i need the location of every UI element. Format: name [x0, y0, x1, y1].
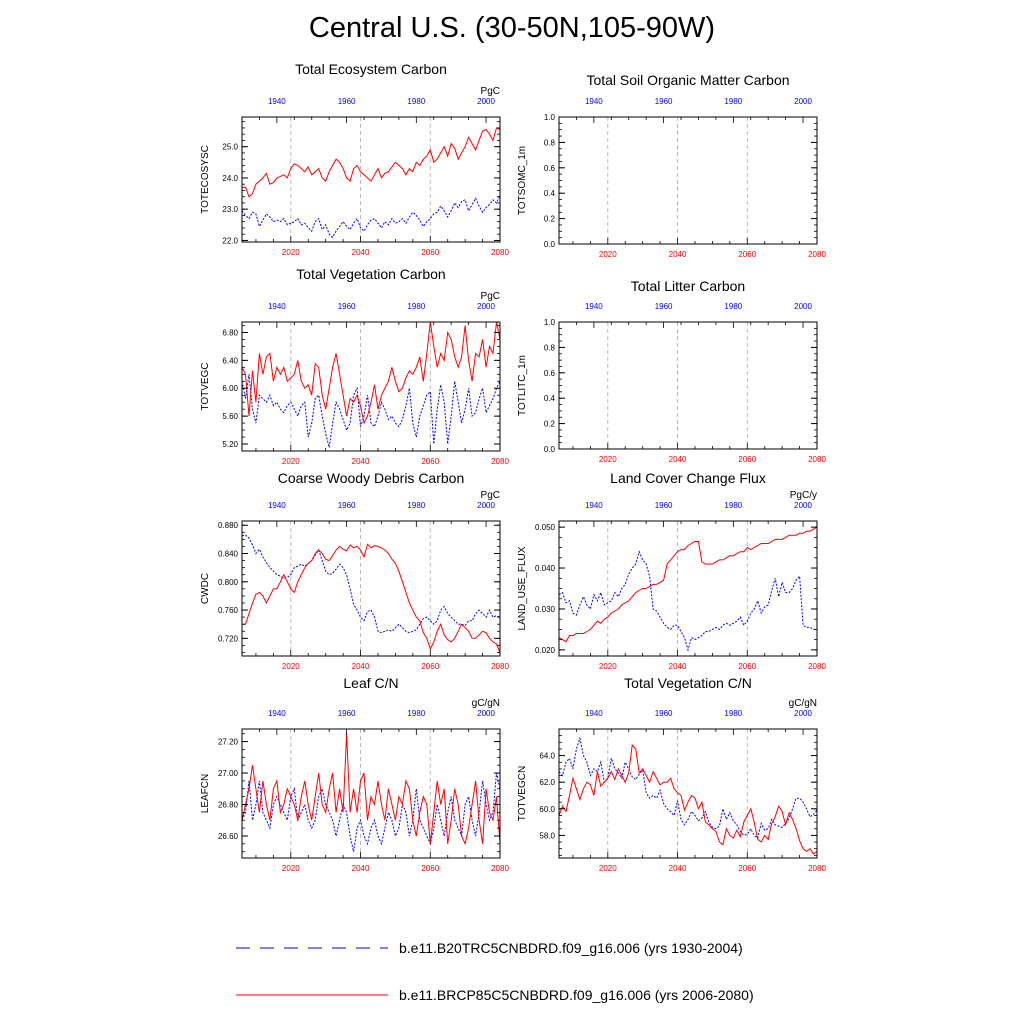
y-tick-label: 0.8: [543, 138, 555, 148]
x-top-tick-label: 1940: [584, 501, 603, 510]
y-tick-label: 23.0: [222, 205, 238, 215]
y-tick-label: 0.030: [534, 604, 555, 614]
x-bottom-tick-label: 2080: [808, 250, 826, 259]
y-tick-label: 5.60: [222, 412, 238, 422]
y-tick-label: 27.20: [217, 737, 238, 747]
y-tick-label: 0.840: [217, 549, 238, 559]
y-tick-label: 0.760: [217, 606, 238, 616]
y-tick-label: 0.800: [217, 577, 238, 587]
y-axis-label: LEAFCN: [200, 773, 211, 814]
x-top-tick-label: 1980: [407, 302, 426, 311]
y-tick-label: 5.20: [222, 440, 238, 450]
y-tick-label: 1.0: [543, 318, 555, 327]
y-tick-label: 0.8: [543, 343, 555, 353]
y-axis-label: TOTVEGCN: [517, 765, 528, 822]
y-tick-label: 60.0: [539, 804, 555, 814]
x-top-tick-label: 1960: [337, 97, 356, 106]
x-bottom-tick-label: 2060: [421, 864, 440, 873]
x-top-tick-label: 2000: [794, 501, 812, 510]
x-bottom-tick-label: 2020: [598, 864, 617, 873]
x-bottom-tick-label: 2080: [491, 864, 509, 873]
x-bottom-tick-label: 2060: [738, 864, 757, 873]
x-bottom-tick-label: 2080: [808, 455, 826, 464]
y-tick-label: 0.880: [217, 521, 238, 531]
x-top-tick-label: 2000: [477, 709, 495, 718]
y-tick-label: 0.4: [543, 394, 555, 404]
y-tick-label: 0.020: [534, 645, 555, 655]
x-bottom-tick-label: 2080: [808, 864, 826, 873]
y-axis-label: TOTLITC_1m: [517, 355, 528, 416]
x-bottom-tick-label: 2060: [421, 662, 440, 671]
x-bottom-tick-label: 2040: [351, 662, 370, 671]
y-tick-label: 58.0: [539, 831, 555, 841]
x-bottom-tick-label: 2080: [491, 662, 509, 671]
chart-units: PgC: [480, 86, 500, 97]
x-bottom-tick-label: 2020: [281, 662, 300, 671]
x-top-tick-label: 2000: [477, 97, 495, 106]
y-tick-label: 0.0: [543, 445, 555, 454]
y-tick-label: 26.80: [217, 800, 238, 810]
x-top-tick-label: 1960: [337, 709, 356, 718]
x-bottom-tick-label: 2020: [598, 662, 617, 671]
y-axis-label: TOTVEGC: [200, 362, 211, 411]
y-tick-label: 0.2: [543, 419, 555, 429]
chart-units: gC/gN: [471, 698, 500, 709]
x-bottom-tick-label: 2040: [668, 250, 687, 259]
x-bottom-tick-label: 2060: [738, 662, 757, 671]
x-top-tick-label: 1940: [267, 97, 286, 106]
x-bottom-tick-label: 2020: [281, 248, 300, 257]
legend-label-historical: b.e11.B20TRC5CNBDRD.f09_g16.006 (yrs 1930-2004): [399, 940, 743, 956]
x-top-tick-label: 1980: [407, 501, 426, 510]
x-top-tick-label: 1960: [337, 302, 356, 311]
y-tick-label: 24.0: [222, 173, 238, 183]
x-bottom-tick-label: 2080: [808, 662, 826, 671]
x-bottom-tick-label: 2020: [281, 864, 300, 873]
x-bottom-tick-label: 2040: [351, 457, 370, 466]
chart-units: gC/gN: [788, 698, 817, 709]
legend-label-future: b.e11.BRCP85C5CNBDRD.f09_g16.006 (yrs 2006-2080): [399, 987, 754, 1003]
x-bottom-tick-label: 2020: [598, 250, 617, 259]
y-tick-label: 26.60: [217, 831, 238, 841]
chart-title: Land Cover Change Flux: [610, 470, 766, 486]
x-bottom-tick-label: 2020: [281, 457, 300, 466]
y-tick-label: 0.040: [534, 564, 555, 574]
x-top-tick-label: 1960: [337, 501, 356, 510]
y-axis-label: CWDC: [200, 572, 211, 605]
chart-units: PgC: [480, 490, 500, 501]
x-bottom-tick-label: 2060: [421, 248, 440, 257]
y-tick-label: 1.0: [543, 113, 555, 122]
x-top-tick-label: 1940: [267, 501, 286, 510]
x-bottom-tick-label: 2080: [491, 457, 509, 466]
x-top-tick-label: 2000: [477, 302, 495, 311]
x-top-tick-label: 2000: [794, 709, 812, 718]
x-top-tick-label: 1940: [267, 709, 286, 718]
page-title: Central U.S. (30-50N,105-90W): [308, 12, 716, 44]
x-bottom-tick-label: 2060: [738, 250, 757, 259]
y-tick-label: 64.0: [539, 751, 555, 761]
x-bottom-tick-label: 2060: [421, 457, 440, 466]
x-top-tick-label: 1940: [584, 97, 603, 106]
x-bottom-tick-label: 2040: [351, 864, 370, 873]
x-top-tick-label: 2000: [477, 501, 495, 510]
x-bottom-tick-label: 2040: [351, 248, 370, 257]
chart-title: Leaf C/N: [343, 675, 399, 691]
chart-title: Total Litter Carbon: [630, 278, 746, 294]
chart-title: Total Ecosystem Carbon: [295, 61, 447, 77]
x-top-tick-label: 2000: [794, 302, 812, 311]
x-top-tick-label: 1940: [584, 709, 603, 718]
y-tick-label: 0.720: [217, 634, 238, 644]
y-axis-label: TOTSOMC_1m: [517, 145, 528, 216]
x-top-tick-label: 2000: [794, 97, 812, 106]
y-tick-label: 22.0: [222, 236, 238, 246]
y-tick-label: 25.0: [222, 142, 238, 152]
x-top-tick-label: 1940: [584, 302, 603, 311]
x-top-tick-label: 1980: [407, 97, 426, 106]
y-tick-label: 6.40: [222, 356, 238, 366]
x-top-tick-label: 1960: [654, 501, 673, 510]
x-bottom-tick-label: 2060: [738, 455, 757, 464]
y-tick-label: 0.050: [534, 523, 555, 533]
y-axis-label: LAND_USE_FLUX: [517, 546, 528, 631]
x-top-tick-label: 1940: [267, 302, 286, 311]
y-tick-label: 6.00: [222, 384, 238, 394]
x-bottom-tick-label: 2040: [668, 864, 687, 873]
chart-title: Total Vegetation Carbon: [296, 266, 446, 282]
y-tick-label: 6.80: [222, 328, 238, 338]
chart-units: PgC/y: [789, 490, 817, 501]
x-bottom-tick-label: 2040: [668, 662, 687, 671]
x-bottom-tick-label: 2040: [668, 455, 687, 464]
x-top-tick-label: 1980: [407, 709, 426, 718]
x-bottom-tick-label: 2080: [491, 248, 509, 257]
x-top-tick-label: 1960: [654, 709, 673, 718]
y-tick-label: 0.0: [543, 240, 555, 249]
y-tick-label: 0.4: [543, 189, 555, 199]
x-top-tick-label: 1980: [724, 302, 743, 311]
chart-title: Total Vegetation C/N: [624, 675, 752, 691]
chart-title: Total Soil Organic Matter Carbon: [586, 72, 790, 88]
x-top-tick-label: 1960: [654, 97, 673, 106]
y-tick-label: 0.6: [543, 163, 555, 173]
x-top-tick-label: 1980: [724, 501, 743, 510]
x-top-tick-label: 1980: [724, 709, 743, 718]
chart-units: PgC: [480, 291, 500, 302]
chart-title: Coarse Woody Debris Carbon: [277, 470, 465, 486]
x-top-tick-label: 1980: [724, 97, 743, 106]
y-tick-label: 62.0: [539, 778, 555, 788]
y-axis-label: TOTECOSYSC: [200, 145, 211, 214]
y-tick-label: 0.6: [543, 368, 555, 378]
y-tick-label: 0.2: [543, 214, 555, 224]
x-bottom-tick-label: 2020: [598, 455, 617, 464]
y-tick-label: 27.00: [217, 769, 238, 779]
x-top-tick-label: 1960: [654, 302, 673, 311]
